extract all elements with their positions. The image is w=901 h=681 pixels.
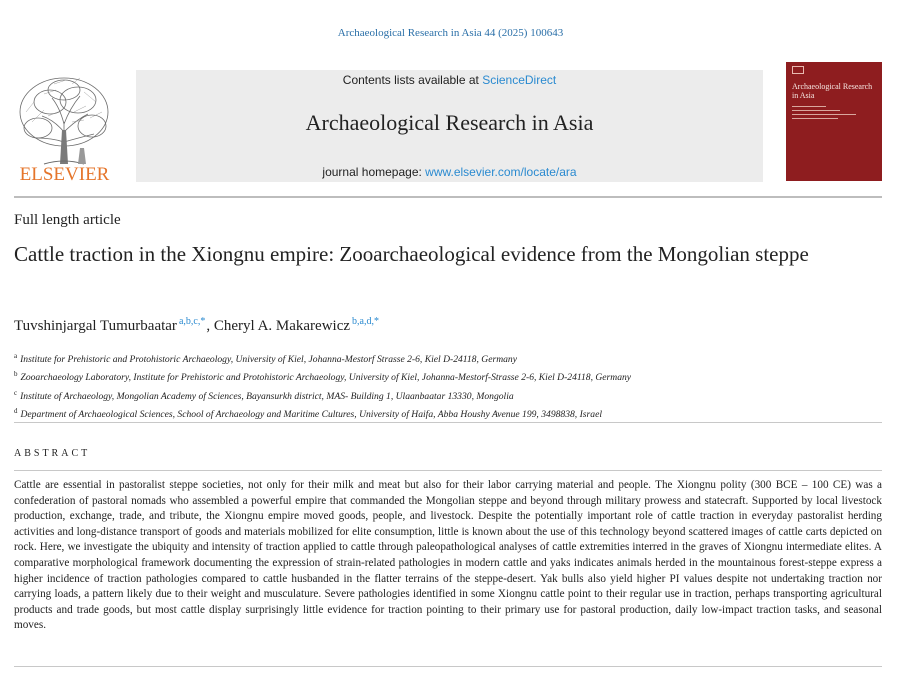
journal-info-box — [136, 70, 763, 182]
affiliation-mark: c — [14, 388, 18, 397]
journal-cover-image[interactable] — [786, 62, 882, 181]
journal-homepage-link[interactable]: www.elsevier.com/locate/ara — [425, 165, 577, 179]
abstract-divider — [14, 470, 882, 471]
affiliation-text: Zooarchaeology Laboratory, Institute for Prehistoric and Protohistoric Archaeology, University of Kiel, Johanna-Mestorf-Strasse 2-6, Kiel D-24118, Germany — [20, 372, 632, 384]
cover-text-line — [792, 106, 826, 107]
cover-text-line — [792, 118, 838, 119]
cover-title: Archaeological Research in Asia — [792, 82, 873, 100]
abstract-bottom-divider — [14, 666, 882, 667]
author-name[interactable]: Cheryl A. Makarewicz — [213, 318, 351, 334]
author-affiliation-marks[interactable]: a,b,c,* — [178, 316, 206, 327]
cover-text-line — [792, 110, 840, 111]
cover-logo-icon — [792, 66, 804, 74]
affiliation-list — [14, 349, 882, 422]
author-name[interactable]: Tuvshinjargal Tumurbaatar — [14, 318, 177, 334]
cover-text-line — [792, 114, 856, 115]
affiliation-item — [14, 367, 882, 385]
affiliation-divider — [14, 422, 882, 423]
abstract-heading: ABSTRACT — [14, 448, 91, 459]
affiliation-text: Institute of Archaeology, Mongolian Academy of Sciences, Bayansurkh district, MAS- Building 1, Ulaanbaatar 13330, Mongolia — [20, 390, 514, 402]
affiliation-text: Department of Archaeological Sciences, School of Archaeology and Maritime Cultures, University of Haifa, Abba Houshy Avenue 199, 3498838, Israel — [20, 408, 602, 420]
author-separator: , — [206, 318, 214, 334]
affiliation-mark: d — [14, 406, 18, 415]
publisher-name: ELSEVIER — [19, 164, 110, 185]
abstract-text: Cattle are essential in pastoralist steppe societies, not only for their milk and meat but also for their labor carrying material and people. The Xiongnu polity (300 BCE – 100 CE) was a confederation of pastoral nomads who assembled a powerful empire that commanded the Mongolian steppe and beyond through military prowess and statecraft. Supported by local livestock production, exchange, trade, and tribute, the Xiongnu empire moved goods, people, and livestock. Despite the potentially important role of cattle traction in everyday pastoralist herding activities and long-distance transport of goods and materials mobilized for elite consumption, little is known about the use of this technology beyond scattered images of cattle carts depicted on rock. Here, we investigate the ubiquity and intensity of traction applied to cattle through paleopathological analyses of cattle extremities interred in the graves of Xiongnu intermediate elites. A comparative morphological framework documenting the expression of strain-related pathologies in modern cattle and yaks indicates animals herded in the mountainous forest-steppe express a higher incidence of traction pathologies compared to cattle husbanded in the flatter terrains of the steppe-desert. Yak bulls also yield higher PI values despite not undertaking traction nor carrying loads, a pattern likely due to their weight and musculature. Severe pathologies identified in some Xiongnu cattle point to their regular use in traction, perhaps transporting agricultural products and trade goods, but most cattle display surprisingly little evidence for traction pointing to their primary use for pastoral production, daily low-impact traction tasks, and seasonal moves. — [14, 479, 882, 632]
journal-citation-link[interactable]: Archaeological Research in Asia 44 (2025) 100643 — [337, 27, 564, 39]
author-affiliation-marks[interactable]: b,a,d,* — [352, 316, 379, 327]
homepage-line — [136, 165, 763, 179]
sciencedirect-link[interactable]: ScienceDirect — [482, 73, 557, 87]
header-divider — [14, 196, 882, 198]
affiliation-text: Institute for Prehistoric and Protohistoric Archaeology, University of Kiel, Johanna-Mestorf Strasse 2-6, Kiel D-24118, Germany — [20, 354, 517, 365]
author-list — [14, 316, 380, 335]
journal-title: Archaeological Research in Asia — [305, 110, 594, 135]
article-type: Full length article — [14, 212, 121, 228]
homepage-prefix: journal homepage: — [322, 165, 426, 179]
affiliation-item — [14, 349, 882, 367]
contents-prefix: Contents lists available at — [342, 73, 483, 87]
affiliation-item — [14, 386, 882, 404]
article-title: Cattle traction in the Xiongnu empire: Zooarchaeological evidence from the Mongolian steppe — [14, 242, 809, 266]
contents-line — [136, 73, 763, 87]
affiliation-mark: b — [14, 370, 18, 379]
journal-header — [14, 60, 882, 184]
affiliation-mark: a — [14, 352, 18, 360]
affiliation-item — [14, 404, 882, 422]
